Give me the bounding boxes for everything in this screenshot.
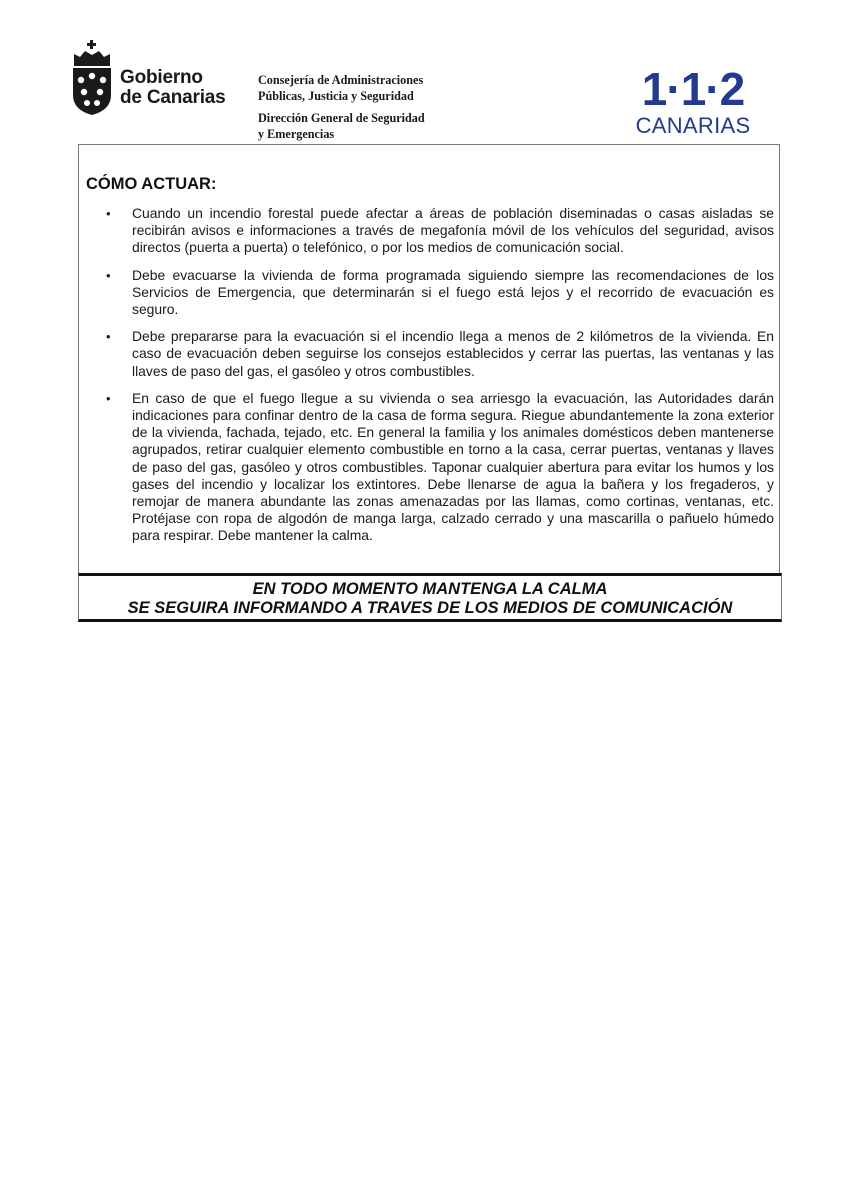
section-title: CÓMO ACTUAR: [86, 175, 217, 193]
list-item-text: Debe evacuarse la vivienda de forma programada siguiendo siempre las recomendaciones de los Servicios de Emergencia, que determinarán si el fuego está lejos y el recorrido de evacuación es seguro. [132, 266, 774, 318]
consejeria-line: Consejería de Administraciones [258, 73, 424, 87]
list-item [106, 390, 774, 545]
gobierno-de-canarias-logo [70, 40, 230, 116]
consejeria-line: Públicas, Justicia y Seguridad [258, 89, 414, 103]
logo112-text: CANARIAS [635, 113, 751, 138]
bullet-icon: • [106, 329, 111, 345]
calm-notice-box [78, 573, 782, 622]
gobierno-line1: Gobierno [120, 67, 203, 88]
canarias-crest-icon [70, 40, 114, 116]
list-item-text: Cuando un incendio forestal puede afectar a áreas de población diseminadas o casas aisladas se recibirán avisos e informaciones a través de megafonía móvil de los vehículos del seguridad, avisos directos (puerta a puerta) o telefónico, o por los medios de comunicación social. [132, 205, 774, 256]
bullet-icon: • [106, 267, 111, 283]
instructions-list [106, 205, 774, 555]
list-item [106, 328, 774, 380]
bullet-icon: • [106, 390, 111, 406]
emergency-112-logo [632, 63, 754, 142]
department-name [258, 72, 425, 142]
calm-notice-line2: SE SEGUIRA INFORMANDO A TRAVES DE LOS MEDIOS DE COMUNICACIÓN [127, 599, 733, 617]
calm-notice-line1: EN TODO MOMENTO MANTENGA LA CALMA [252, 580, 608, 598]
bullet-icon: • [106, 206, 111, 221]
gobierno-line2: de Canarias [120, 87, 226, 108]
list-item [106, 267, 774, 319]
gobierno-wordmark [120, 68, 226, 108]
direccion-line: y Emergencias [258, 127, 335, 141]
list-item-text: En caso de que el fuego llegue a su vivienda o sea arriesgo la evacuación, las Autoridades darán indicaciones para confinar dentro de la casa de forma segura. Riegue abundantemente la zona exterior de la vivienda, fachada, tejado, etc. En general la familia y los animales domésticos deben mantenerse agrupados, retirar cualquier elemento combustible en torno a la casa, cerrar puertas, ventanas y llaves de paso del gas, gasóleo y otros combustibles. Taponar cualquier abertura para evitar los humos y los gases del incendio y localizar los extintores. Debe llenarse de agua la bañera y los fregaderos, y remojar de manera abundante las zonas amenazadas por las llamas, como cortinas, ventanas, etc. Protéjase con ropa de algodón de manga larga, calzado cerrado y una mascarilla o pañuelo húmedo para respirar. Debe mantener la calma. [132, 389, 774, 544]
document-header [0, 0, 848, 145]
logo112-number: 1·1·2 [641, 63, 745, 115]
list-item-text: Debe prepararse para la evacuación si el incendio llega a menos de 2 kilómetros de la vivienda. En caso de evacuación deben seguirse los consejos establecidos y cerrar las puertas, las ventanas y las llaves de paso del gas, el gasóleo y otros combustibles. [132, 328, 774, 379]
direccion-line: Dirección General de Seguridad [258, 111, 425, 125]
list-item [106, 205, 774, 257]
